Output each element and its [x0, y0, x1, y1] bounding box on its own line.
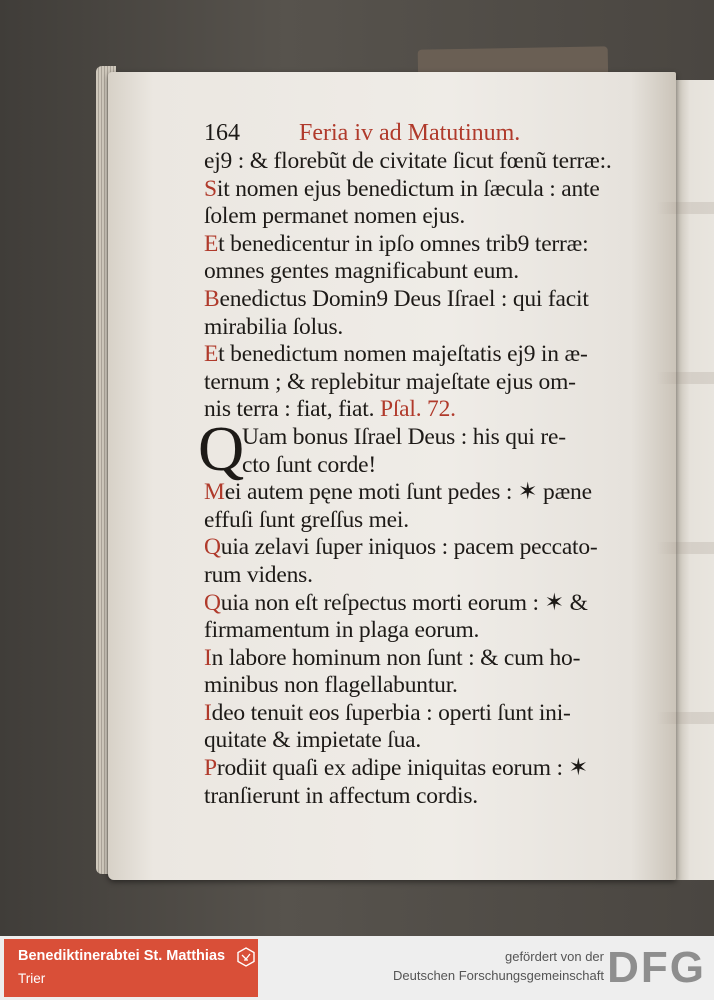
line-text: it nomen ejus benedictum in ſæcula : ante — [216, 175, 600, 202]
text-line — [204, 341, 644, 369]
line-text: ej9 : & florebũt de civitate ſicut fœnũ terræ:. — [204, 148, 612, 174]
rubric-initial: S — [204, 175, 217, 202]
text-line — [204, 755, 644, 783]
text-line — [204, 479, 644, 507]
line-text: nis terra : fiat, fiat. — [204, 396, 380, 423]
line-text: rodiit quaſi ex adipe iniquitas eorum : ✶ — [216, 755, 588, 782]
rubric-initial: P — [204, 755, 217, 782]
text-line — [204, 672, 644, 700]
line-text: omnes gentes magnificabunt eum. — [204, 258, 519, 285]
rubric-text: Pſal. 72. — [379, 396, 456, 423]
line-text: tranſierunt in affectum cordis. — [204, 782, 478, 809]
line-text: t benedictum nomen majeſtatis ej9 in æ- — [218, 341, 588, 368]
line-text: effuſi ſunt greſſus mei. — [204, 506, 409, 533]
text-line — [204, 369, 644, 397]
text-line — [204, 231, 644, 259]
text-line — [204, 617, 644, 645]
line-text: ei autem pęne moti ſunt pedes : ✶ pæne — [224, 479, 592, 506]
show-through — [656, 202, 714, 214]
line-text: firmamentum in plaga eorum. — [204, 617, 480, 644]
psalm-text — [204, 148, 644, 810]
sponsor-line-1: gefördert von der — [504, 949, 604, 964]
page-number: 164 — [204, 120, 240, 146]
text-line — [204, 645, 644, 673]
line-text: quitate & impietate ſua. — [204, 727, 422, 754]
text-line — [204, 314, 644, 342]
institution-name: Benediktinerabtei St. Matthias — [18, 948, 226, 964]
page-text — [198, 120, 644, 810]
rubric-initial: M — [204, 479, 225, 506]
line-text: Uam bonus Iſrael Deus : his qui re- — [242, 423, 566, 450]
text-line — [204, 424, 644, 452]
text-line — [204, 203, 644, 231]
line-text: cto ſunt corde! — [242, 451, 377, 478]
line-text: mirabilia ſolus. — [204, 313, 344, 340]
line-text: ternum ; & replebitur majeſtate ejus om- — [204, 368, 576, 395]
show-through — [656, 542, 714, 554]
abbey-logo-icon — [236, 947, 256, 967]
running-head: Feria iv ad Matutinum. — [299, 120, 521, 146]
footer-bar — [0, 936, 714, 1000]
line-text: minibus non flagellabuntur. — [204, 672, 458, 699]
line-text: uia zelavi ſuper iniquos : pacem peccato- — [220, 534, 598, 561]
rubric-initial: E — [204, 341, 219, 368]
text-line — [204, 727, 644, 755]
text-line — [204, 452, 644, 480]
decorated-initial: Q — [198, 413, 245, 484]
line-text: uia non eſt reſpectus morti eorum : ✶ & — [220, 589, 588, 616]
rubric-initial: I — [204, 644, 212, 671]
text-line — [204, 590, 644, 618]
line-text: deo tenuit eos ſuperbia : operti ſunt ini- — [211, 699, 571, 726]
page-header — [204, 120, 644, 148]
line-text: rum videns. — [204, 561, 313, 588]
text-line — [204, 396, 644, 424]
rubric-initial: I — [204, 699, 212, 726]
rubric-initial: B — [204, 285, 220, 312]
line-text: ſolem permanet nomen ejus. — [204, 203, 466, 230]
text-line — [204, 783, 644, 811]
text-line — [204, 148, 644, 176]
rubric-initial: Q — [204, 534, 221, 561]
show-through — [656, 372, 714, 384]
rubric-initial: Q — [204, 589, 221, 616]
institution-city: Trier — [18, 971, 46, 986]
dfg-logo[interactable]: DFG — [607, 943, 706, 992]
line-text: n labore hominum non ſunt : & cum ho- — [211, 644, 581, 671]
text-line — [204, 700, 644, 728]
text-line — [204, 258, 644, 286]
show-through — [656, 712, 714, 724]
text-line — [204, 286, 644, 314]
text-line — [204, 534, 644, 562]
text-line — [204, 176, 644, 204]
text-line — [204, 507, 644, 535]
institution-box[interactable] — [4, 939, 258, 997]
text-line — [204, 562, 644, 590]
rubric-initial: E — [204, 230, 219, 257]
line-text: enedictus Domin9 Deus Iſrael : qui facit — [219, 285, 589, 312]
facing-page — [672, 80, 714, 880]
line-text: t benedicentur in ipſo omnes trib9 terræ: — [218, 230, 589, 257]
sponsor-line-2: Deutschen Forschungsgemeinschaft — [392, 968, 604, 983]
